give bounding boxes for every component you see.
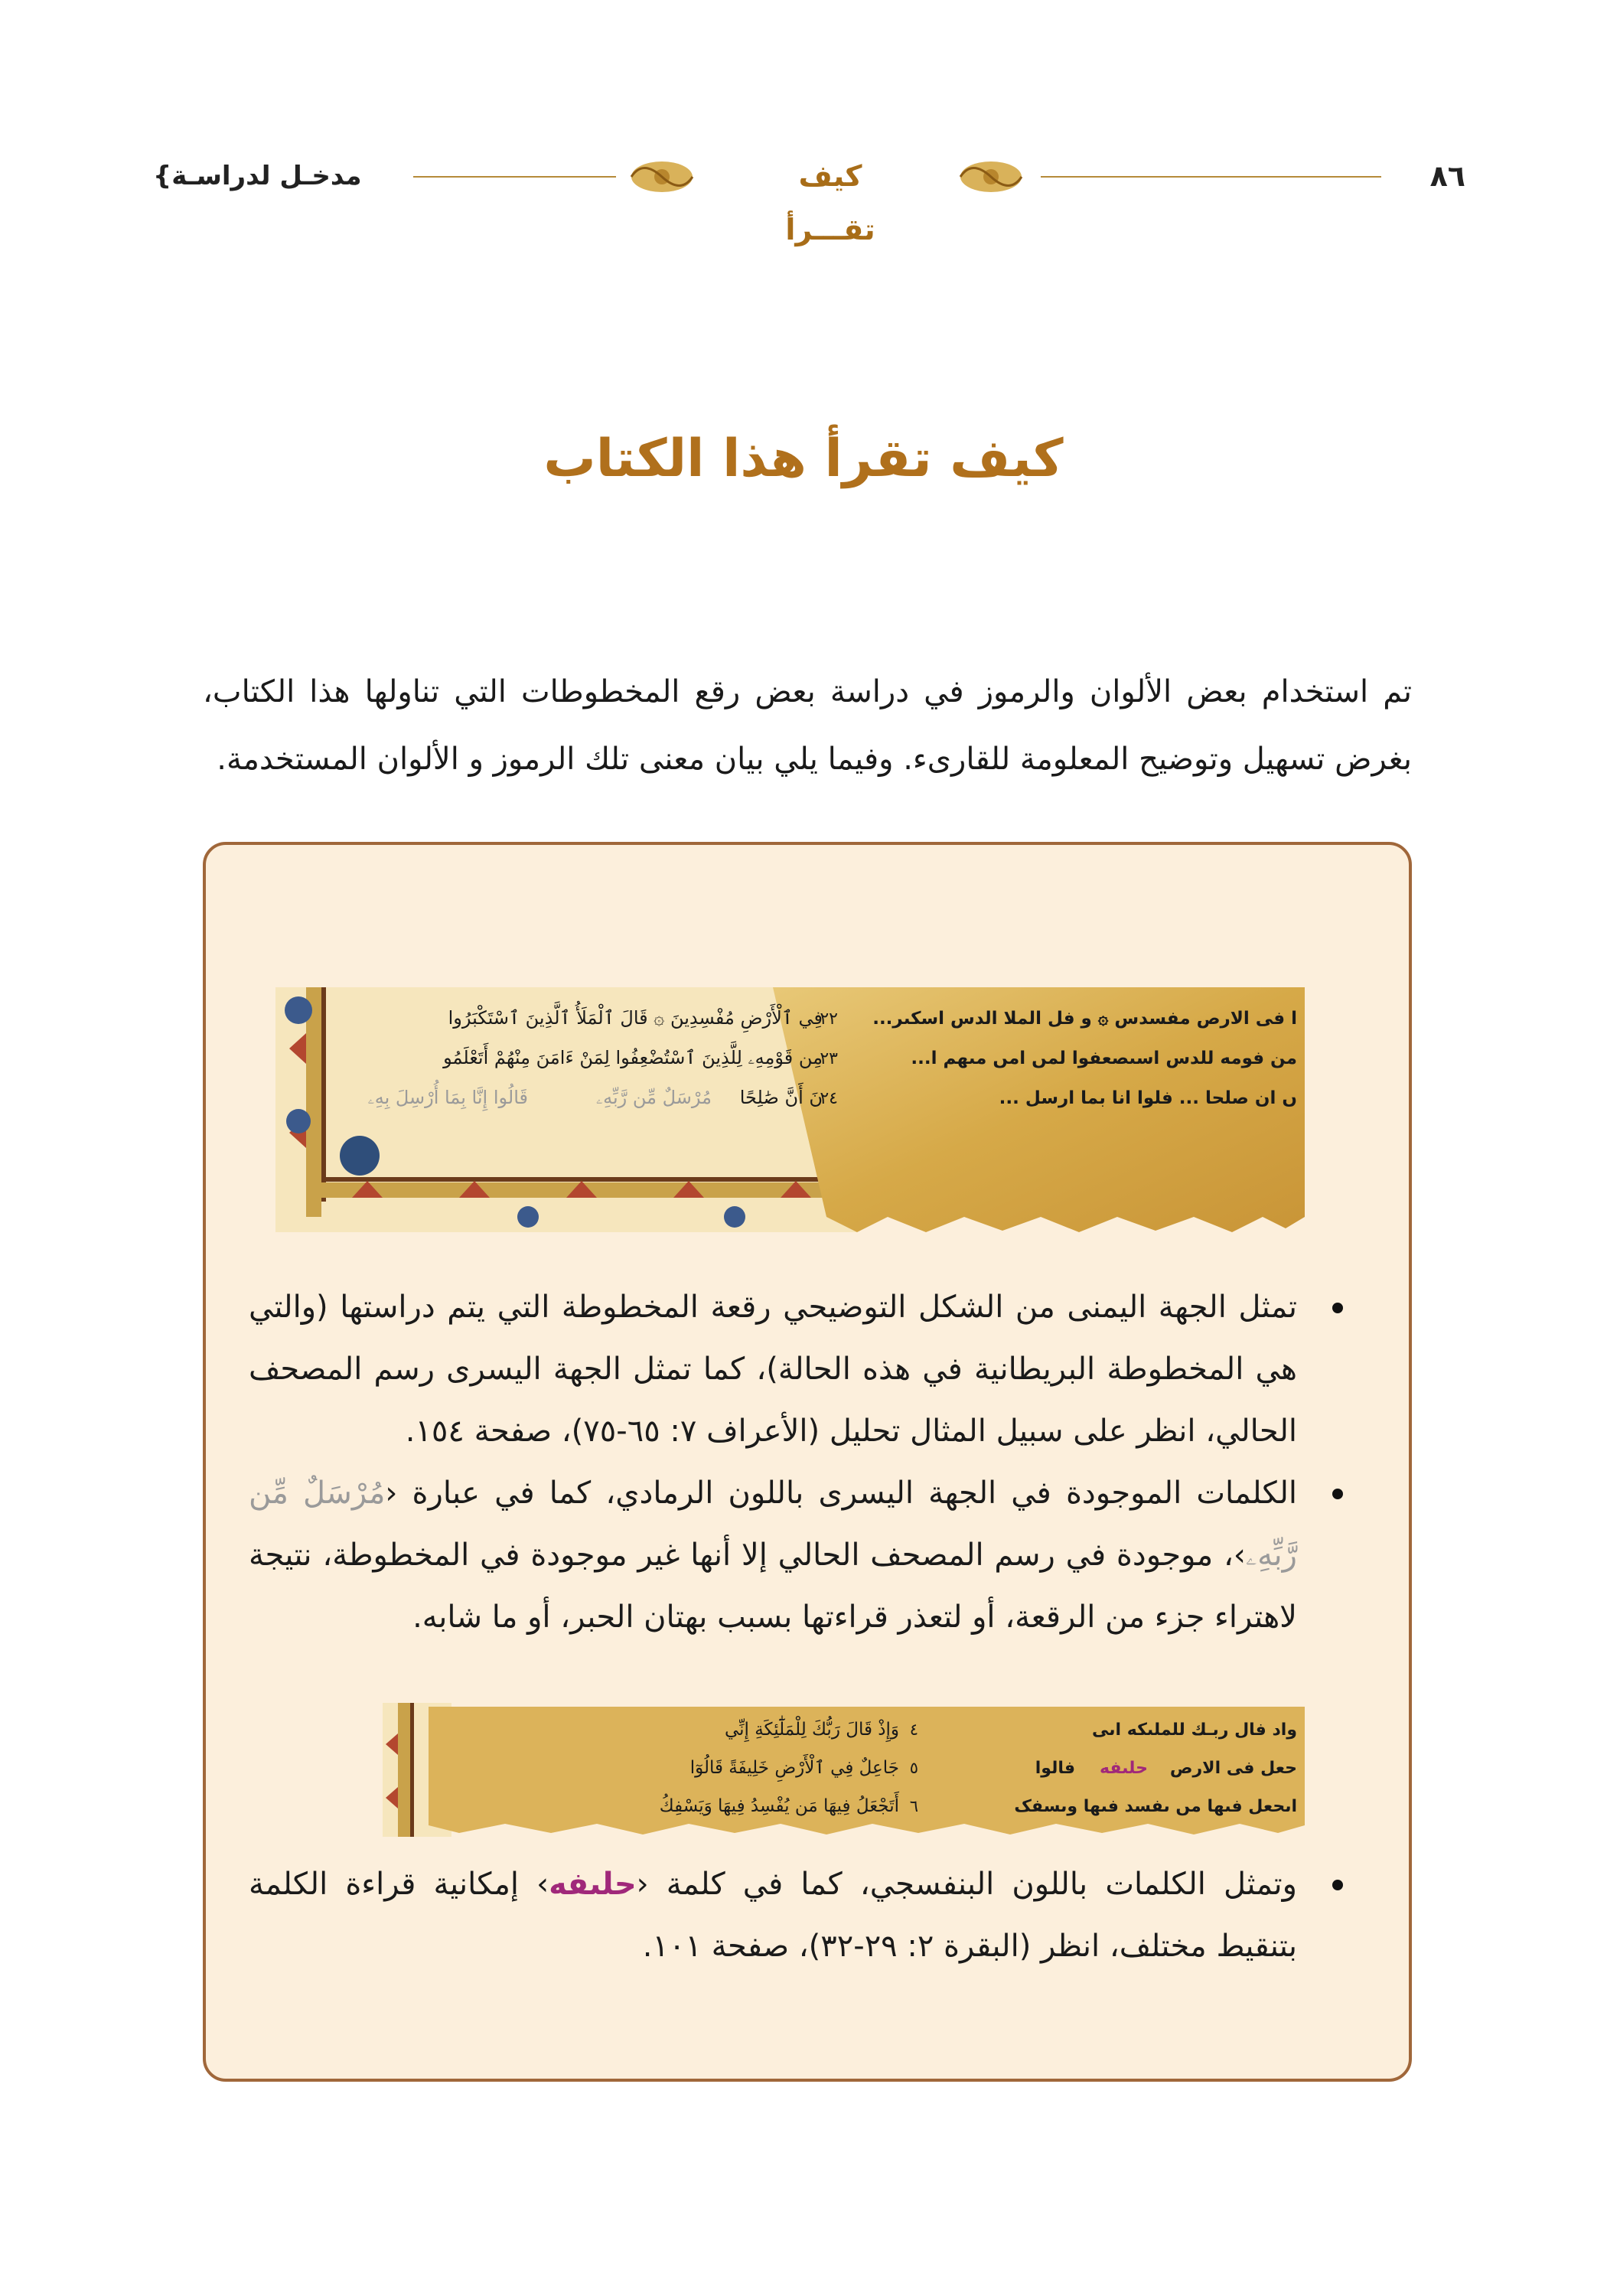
bullet-text: تمثل الجهة اليمنى من الشكل التوضيحي رقعة المخطوطة التي يتم دراستها (والتي هي المخطوطة البريطانية في هذه الحالة)، كما تمثل الجهة اليسرى رسم المصحف الحالي، انظر على سبيل المثال تحليل (الأعراف ٧: ٦٥-٧٥)، صفحة ١٥٤. (249, 1290, 1297, 1449)
header-rule-left (413, 176, 616, 178)
page-title: كيف تقرأ هذا الكتاب (543, 429, 1064, 489)
ms1-line3: ں ان صلحا ... فلوا انا بما ارسل ... (999, 1088, 1297, 1108)
mushaf1-line3-end: قَالُوا إِنَّا بِمَا أُرْسِلَ بِهِۦ (367, 1087, 528, 1108)
bullet-item (249, 1854, 1343, 1978)
section-label: {مدخـل لدراسـة (153, 161, 362, 191)
mushaf2-line3: أَتَجْعَلُ فِيهَا مَن يُفْسِدُ فِيهَا وَيَسْفِكُ (659, 1796, 899, 1816)
page-number: ٨٦ (1429, 159, 1465, 193)
ms2-num3: ٦ (909, 1797, 918, 1815)
running-title: كيف تقـــرأ (785, 159, 875, 246)
ornament-left-icon (624, 155, 700, 198)
running-header (0, 149, 1607, 246)
bullet-item (249, 1277, 1343, 1463)
ms2-num1: ٤ (909, 1720, 918, 1739)
mushaf1-line3-gray: مُرْسَلٌ مِّن رَّبِّهِۦ (595, 1087, 712, 1108)
bullet-dot-icon (1332, 1303, 1343, 1313)
bullet-dot-icon (1332, 1880, 1343, 1890)
bullet-text-after: › إمكانية قراءة الكلمة بتنقيط مختلف، انظر (البقرة ٢: ٢٩-٣٢)، صفحة ١٠١. (249, 1867, 1297, 1964)
mushaf2-line1: وَإِذْ قَالَ رَبُّكَ لِلْمَلَٰٓئِكَةِ إِنِّي (724, 1720, 899, 1740)
ms1-num1: ٢٢ (820, 1009, 838, 1029)
manuscript-figure-1 (275, 987, 1305, 1255)
ornament-right-icon (953, 155, 1029, 198)
header-rule-right (1041, 176, 1381, 178)
ms2-line2a: حعل فى الارص (1169, 1759, 1297, 1778)
mushaf2-line2: جَاعِلٌ فِي ٱلْأَرْضِ خَلِيفَةً قَالُوٓا (689, 1758, 899, 1778)
ms1-num2: ٢٣ (820, 1049, 838, 1068)
intro-paragraph: تم استخدام بعض الألوان والرموز في دراسة بعض رقع المخطوطات التي تناولها هذا الكتاب، بغرض تسهيل وتوضيح المعلومة للقارىء. وفيما يلي بيان معنى تلك الرموز و الألوان المستخدمة. (203, 674, 1412, 777)
ms2-line3: اىحعل فىها مں ىفسد فىها وىسفک (1014, 1797, 1297, 1816)
purple-example: حلىفه (549, 1867, 637, 1902)
mushaf1-line1: فِي ٱلْأَرْضِ مُفْسِدِينَ ۞ قَالَ ٱلْمَلَأُ ٱلَّذِينَ ٱسْتَكْبَرُوا (448, 1007, 823, 1029)
ms1-line2: من فومه للدس اسىصعفوا لمں امں مىهم ا... (911, 1049, 1297, 1068)
manuscript-figure-2 (383, 1703, 1305, 1837)
bullet-text-before: الكلمات الموجودة في الجهة اليسرى باللون الرمادي، كما في عبارة ‹ (385, 1476, 1297, 1511)
mushaf1-line2: مِن قَوْمِهِۦ لِلَّذِينَ ٱسْتُضْعِفُوا لِمَنْ ءَامَنَ مِنْهُمْ أَتَعْلَمُو (443, 1047, 823, 1068)
ms1-num3: ٢٤ (820, 1089, 838, 1108)
mushaf1-line3a: نَ أَنَّ صَٰلِحًا (739, 1087, 823, 1108)
ms2-line2-purple: حلىفه (1100, 1759, 1148, 1778)
bullet-list-1 (249, 1277, 1343, 1649)
ms2-line2b: فالوا (1035, 1759, 1075, 1778)
ms2-num2: ٥ (909, 1759, 918, 1777)
bullet-item (249, 1463, 1343, 1649)
bullet-text-after: ›، موجودة في رسم المصحف الحالي إلا أنها غير موجودة في المخطوطة، نتيجة لاهتراء جزء من الرقعة، أو لتعذر قراءتها بسبب بهتان الحبر، أو ما شابه. (249, 1538, 1297, 1635)
bullet-dot-icon (1332, 1489, 1343, 1499)
bullet-list-2 (249, 1854, 1343, 1978)
gray-example: مُرْسَلٌ مِّن رَّبِّهِۦ (249, 1476, 1297, 1573)
ms2-line1: واد فال ربـك للملىكه اىى (1092, 1720, 1297, 1740)
ms1-line1: ا فى الارص مفسدس ۞ و فل الملا الدس اسكىر... (872, 1009, 1297, 1029)
bullet-text-before: وتمثل الكلمات باللون البنفسجي، كما في كلمة ‹ (636, 1867, 1297, 1902)
